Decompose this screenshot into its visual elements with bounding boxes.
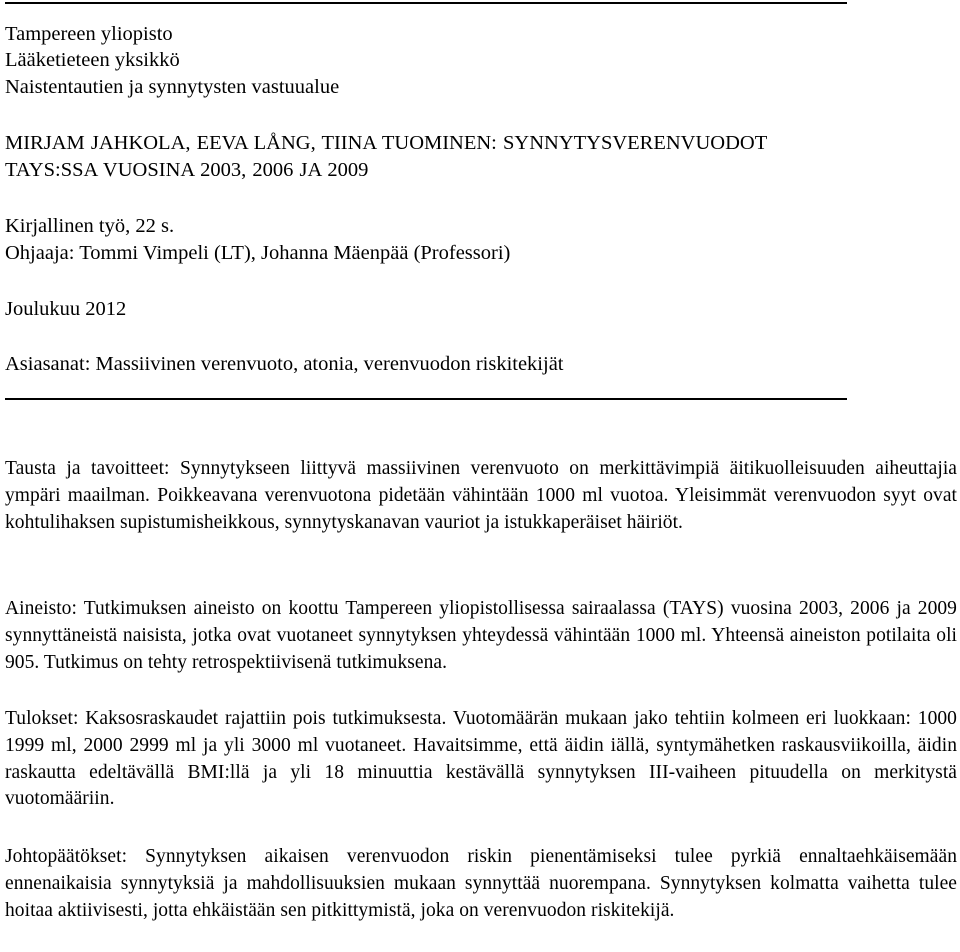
abstract-background: Tausta ja tavoitteet: Synnytykseen liittyvä massiivinen verenvuoto on merkittävimpiä äitikuolleisuuden aiheuttajia ympäri maailman. Poikkeavana verenvuotona pidetään vähintään 1000 ml vuotoa. Yleisimmät verenvuodon syyt ovat kohtulihaksen supistumisheikkous, synnytyskanavan vauriot ja istukkaperäiset häiriöt. (5, 458, 957, 533)
abstract-material: Aineisto: Tutkimuksen aineisto on koottu Tampereen yliopistollisessa sairaalassa (TAYS) vuosina 2003, 2006 ja 2009 synnyttäneistä naisista, jotka ovat vuotaneet synnytyksen yhteydessä vähintään 1000 ml. Yhteensä aineiston potilaita oli 905. Tutkimus on tehty retrospektiivisenä tutkimuksena. (5, 598, 957, 673)
title-line-1: MIRJAM JAHKOLA, EEVA LÅNG, TIINA TUOMINEN: SYNNYTYSVERENVUODOT (5, 132, 768, 154)
date: Joulukuu 2012 (5, 298, 127, 320)
abstract-conclusions: Johtopäätökset: Synnytyksen aikaisen verenvuodon riskin pienentämiseksi tulee pyrkiä ennaltaehkäisemään ennenaikaisia synnytyksiä ja mahdollisuuksien mukaan synnyttää nuorempana. Synnytyksen kolmatta vaihetta tulee hoitaa aktiivisesti, jotta ehkäistään sen pitkittymistä, joka on verenvuodon riskitekijä. (5, 846, 957, 921)
university-name: Tampereen yliopisto (5, 23, 173, 45)
supervisors: Ohjaaja: Tommi Vimpeli (LT), Johanna Mäenpää (Professori) (5, 242, 511, 264)
section-rule (5, 398, 847, 400)
abstract-results: Tulokset: Kaksosraskaudet rajattiin pois tutkimuksesta. Vuotomäärän mukaan jako tehtiin kolmeen eri luokkaan: 1000 1999 ml, 2000 2999 ml ja yli 3000 ml vuotaneet. Havaitsimme, että äidin iällä, syntymähetken raskausviikoilla, äidin raskautta edeltävällä BMI:llä ja yli 18 minuuttia kestävällä synnytyksen III-vaiheen pituudella on merkitystä vuotomääriin. (5, 708, 957, 810)
top-rule (5, 2, 847, 4)
department-name: Naistentautien ja synnytysten vastuualue (5, 76, 340, 98)
unit-name: Lääketieteen yksikkö (5, 49, 180, 71)
work-info: Kirjallinen työ, 22 s. (5, 215, 175, 237)
title-line-2: TAYS:SSA VUOSINA 2003, 2006 JA 2009 (5, 159, 369, 181)
keywords: Asiasanat: Massiivinen verenvuoto, atonia, verenvuodon riskitekijät (5, 353, 564, 375)
